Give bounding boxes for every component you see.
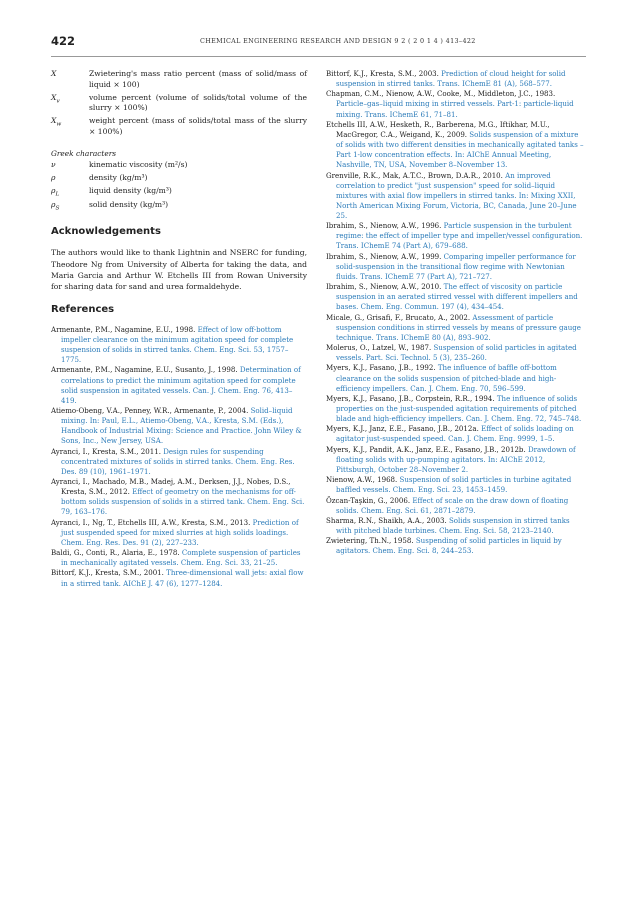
symbol-letter: ν	[51, 160, 56, 170]
reference-item	[51, 518, 307, 548]
reference-link[interactable]: An improved correlation to predict "just suspension" speed for solid–liquid mixtures with axial flow impellers in stirred tanks. In: Mixing XXII, North American Mixing Forum, Victoria, BC, Canada, June 20–June 25.	[336, 170, 577, 220]
reference-item	[326, 516, 586, 536]
references-list-left	[51, 325, 307, 589]
greek-characters-table	[51, 160, 307, 214]
right-column	[326, 69, 586, 557]
reference-link[interactable]: Drawdown of floating solids with up-pumping agitators. In: AIChE 2012, Pittsburgh, October 28–November 2.	[336, 444, 576, 474]
reference-link[interactable]: Solids suspension of a mixture of solids with two different densities in mechanically agitated tanks – Part 1-low concentration effects. In: AIChE Annual Meeting, Nashville, TN, USA, November 8–November 13.	[336, 129, 584, 170]
reference-link[interactable]: Effect of geometry on the mechanisms for off-bottom solids suspension of solids in a stirred tank. Chem. Eng. Sci. 79, 163–176.	[61, 487, 305, 517]
reference-item	[326, 313, 586, 343]
references-list-right	[326, 69, 586, 557]
reference-item	[51, 568, 307, 588]
reference-authors: Micale, G., Grisafi, F., Brucato, A., 2002.	[326, 312, 473, 322]
reference-item	[326, 282, 586, 312]
symbol-letter: ρ	[51, 186, 56, 196]
reference-item	[51, 325, 307, 365]
reference-item	[326, 424, 586, 444]
greek-characters-heading: Greek characters	[51, 149, 117, 159]
reference-item	[326, 343, 586, 363]
reference-item	[326, 475, 586, 495]
reference-item	[51, 447, 307, 477]
reference-link[interactable]: Solid–liquid mixing. In: Paul, E.L., Atiemo-Obeng, V.A., Kresta, S.M. (Eds.), Handbook of Industrial Mixing: Science and Practice. John Wiley & Sons, Inc., New Jersey, USA.	[61, 405, 302, 446]
reference-authors: Etchells III, A.W., Hesketh, R., Barberena, M.G., Iftikhar, M.U., MacGregor, C.A., Weigand, K., 2009.	[326, 119, 550, 139]
symbol	[51, 173, 89, 186]
reference-authors: Armenante, P.M., Nagamine, E.U., Susanto, J., 1998.	[51, 365, 240, 375]
symbol-letter: ρ	[51, 173, 56, 183]
symbol-letter: ρ	[51, 200, 56, 210]
reference-link[interactable]: Design rules for suspending concentrated mixtures of solids in stirred tanks. Chem. Eng. Res. Des. 89 (10), 1961–1971.	[61, 446, 295, 476]
reference-item	[51, 548, 307, 568]
definition: liquid density (kg/m³)	[89, 186, 172, 196]
reference-authors: Molerus, O., Latzel, W., 1987.	[326, 343, 434, 353]
reference-item	[326, 69, 586, 89]
running-head: CHEMICAL ENGINEERING RESEARCH AND DESIGN 9 2 ( 2 0 1 4 ) 413–422	[200, 37, 476, 45]
reference-item	[326, 394, 586, 424]
reference-authors: Ayranci, I., Ng, T., Etchells III, A.W., Kresta, S.M., 2013.	[51, 517, 253, 527]
reference-authors: Ibrahim, S., Nienow, A.W., 2010.	[326, 282, 444, 292]
reference-authors: Myers, K.J., Janz, E.E., Fasano, J.B., 2012a.	[326, 424, 482, 434]
reference-link[interactable]: Complete suspension of particles in mechanically agitated vessels. Chem. Eng. Sci. 33, 21–25.	[61, 548, 301, 568]
header-rule	[51, 56, 586, 57]
reference-authors: Bittorf, K.J., Kresta, S.M., 2003.	[326, 69, 442, 78]
reference-link[interactable]: Effect of scale on the draw down of floating solids. Chem. Eng. Sci. 61, 2871–2879.	[336, 495, 569, 515]
reference-link[interactable]: Comparing impeller performance for solid-suspension in the transitional flow regime with Newtonian fluids. Trans. IChemE 77 (Part A), 721–727.	[336, 251, 576, 281]
reference-link[interactable]: Prediction of just suspended speed for mixed slurries at high solids loadings. Chem. Eng. Res. Des. 91 (2), 227–233.	[61, 517, 299, 547]
acknowledgements-heading: Acknowledgements	[51, 226, 161, 238]
reference-authors: Myers, K.J., Fasano, J.B., Corpstein, R.R., 1994.	[326, 393, 497, 403]
reference-item	[326, 363, 586, 393]
nomenclature-table	[51, 69, 307, 140]
reference-item	[326, 221, 586, 251]
symbol-subscript: w	[56, 121, 62, 128]
reference-link[interactable]: The influence of baffle off-bottom clearance on the solids suspension of pitched-blade and high-efficiency impellers. Can. J. Chem. Eng. 70, 596–599.	[336, 363, 557, 393]
reference-link[interactable]: Suspension of solid particles in turbine agitated baffled vessels. Chem. Eng. Sci. 23, 1453–1459.	[336, 475, 572, 495]
reference-link[interactable]: Assessment of particle suspension conditions in stirred vessels by means of pressure gauge technique. Trans. IChemE 80 (A), 893–902.	[336, 312, 581, 342]
reference-link[interactable]: Solids suspension in stirred tanks with pitched blade turbines. Chem. Eng. Sci. 58, 2123–2140.	[336, 515, 570, 536]
symbol-subscript: v	[56, 98, 60, 105]
symbol-letter: X	[51, 92, 57, 102]
reference-link[interactable]: The effect of viscosity on particle suspension in an aerated stirred vessel with different impellers and bases. Chem. Eng. Commun. 197 (4), 434–454.	[336, 282, 578, 312]
symbol-letter: X	[51, 116, 57, 126]
nomenclature-row	[51, 69, 307, 93]
reference-authors: Sharma, R.N., Shaikh, A.A., 2003.	[326, 515, 449, 525]
reference-authors: Ibrahim, S., Nienow, A.W., 1996.	[326, 221, 444, 231]
symbol	[51, 69, 89, 93]
reference-link[interactable]: Effect of solids loading on agitator just-suspended speed. Can. J. Chem. Eng. 9999, 1–5.	[336, 424, 574, 444]
greek-character-row	[51, 200, 307, 214]
reference-authors: Zwietering, Th.N., 1958.	[326, 536, 416, 546]
reference-authors: Özcan-Taşkin, G., 2006.	[326, 495, 413, 505]
reference-authors: Chapman, C.M., Nienow, A.W., Cooke, M., Middleton, J.C., 1983.	[326, 89, 556, 99]
reference-item	[51, 365, 307, 405]
reference-item	[326, 120, 586, 170]
reference-item	[51, 477, 307, 517]
greek-character-row	[51, 173, 307, 186]
symbol	[51, 186, 89, 200]
definition: density (kg/m³)	[89, 173, 148, 183]
reference-item	[326, 171, 586, 221]
symbol	[51, 160, 89, 173]
definition: kinematic viscosity (m²/s)	[89, 160, 188, 170]
reference-link[interactable]: Determination of correlations to predict the minimum agitation speed for complete solid suspension in agitated vessels. Can. J. Chem. Eng. 76, 413–419.	[61, 365, 301, 405]
definition: weight percent (mass of solids/total mass of the slurry × 100%)	[89, 116, 307, 136]
reference-authors: Nienow, A.W., 1968.	[326, 475, 400, 485]
definition: Zwietering's mass ratio percent (mass of solid/mass of liquid × 100)	[89, 69, 307, 89]
reference-authors: Myers, K.J., Pandit, A.K., Janz, E.E., Fasano, J.B., 2012b.	[326, 444, 528, 454]
nomenclature-row	[51, 93, 307, 117]
reference-link[interactable]: Prediction of cloud height for solid suspension in stirred tanks. Trans. IChemE 81 (A), 568–577.	[336, 69, 566, 89]
greek-character-row	[51, 186, 307, 200]
reference-authors: Ayranci, I., Machado, M.B., Madej, A.M., Derksen, J.J., Nobes, D.S., Kresta, S.M., 2012.	[51, 477, 291, 497]
reference-authors: Myers, K.J., Fasano, J.B., 1992.	[326, 363, 438, 373]
acknowledgements-body: The authors would like to thank Lightnin and NSERC for funding, Theodore Ng from University of Alberta for taking the data, and Maria Garcia and Arthur W. Etchells III from Rowan University for sharing data for sand and urea formaldehyde.	[51, 248, 307, 291]
reference-authors: Ibrahim, S., Nienow, A.W., 1999.	[326, 251, 444, 261]
reference-authors: Grenville, R.K., Mak, A.T.C., Brown, D.A.R., 2010.	[326, 170, 506, 180]
symbol	[51, 200, 89, 214]
symbol	[51, 116, 89, 140]
reference-authors: Atiemo-Obeng, V.A., Penney, W.R., Armenante, P., 2004.	[51, 405, 251, 415]
references-heading: References	[51, 303, 115, 315]
reference-item	[326, 496, 586, 516]
symbol-letter: X	[51, 69, 57, 78]
symbol	[51, 93, 89, 117]
reference-link[interactable]: Suspending of solid particles in liquid by agitators. Chem. Eng. Sci. 8, 244–253.	[336, 536, 562, 556]
reference-link[interactable]: Particle–gas–liquid mixing in stirred vessels. Part-1: particle-liquid mixing. Trans. IChemE 61, 71–81.	[336, 99, 574, 119]
reference-item	[326, 536, 586, 556]
definition: solid density (kg/m³)	[89, 200, 169, 210]
definition: volume percent (volume of solids/total volume of the slurry × 100%)	[89, 92, 307, 113]
symbol-subscript: L	[55, 191, 60, 198]
nomenclature-row	[51, 116, 307, 140]
symbol-subscript: S	[55, 205, 60, 212]
reference-item	[326, 445, 586, 475]
reference-authors: Armenante, P.M., Nagamine, E.U., 1998.	[51, 324, 198, 334]
reference-link[interactable]: Three-dimensional wall jets: axial flow in a stirred tank. AIChE J. 47 (6), 1277–1284.	[61, 568, 304, 588]
reference-item	[326, 252, 586, 282]
reference-link[interactable]: Suspension of solid particles in agitated vessels. Part. Sci. Technol. 5 (3), 235–260.	[336, 343, 577, 363]
left-column	[51, 69, 307, 589]
reference-link[interactable]: Particle suspension in the turbulent regime: the effect of impeller type and impeller/vessel configuration. Trans. IChemE 74 (Part A), 679–688.	[336, 221, 583, 251]
reference-link[interactable]: The influence of solids properties on the just-suspended agitation requirements of pitched blade and high-efficiency impellers. Can. J. Chem. Eng. 72, 745–748.	[336, 393, 582, 424]
reference-authors: Bittorf, K.J., Kresta, S.M., 2001.	[51, 568, 167, 578]
reference-authors: Ayranci, I., Kresta, S.M., 2011.	[51, 446, 164, 456]
greek-character-row	[51, 160, 307, 173]
reference-item	[326, 89, 586, 119]
reference-authors: Baldi, G., Conti, R., Alaria, E., 1978.	[51, 548, 182, 558]
reference-item	[51, 406, 307, 446]
page-number: 422	[51, 34, 76, 48]
reference-link[interactable]: Effect of low off-bottom impeller clearance on the minimum agitation speed for complete suspension of solids in stirred tanks. Chem. Eng. Sci. 53, 1757–1775.	[61, 324, 294, 365]
